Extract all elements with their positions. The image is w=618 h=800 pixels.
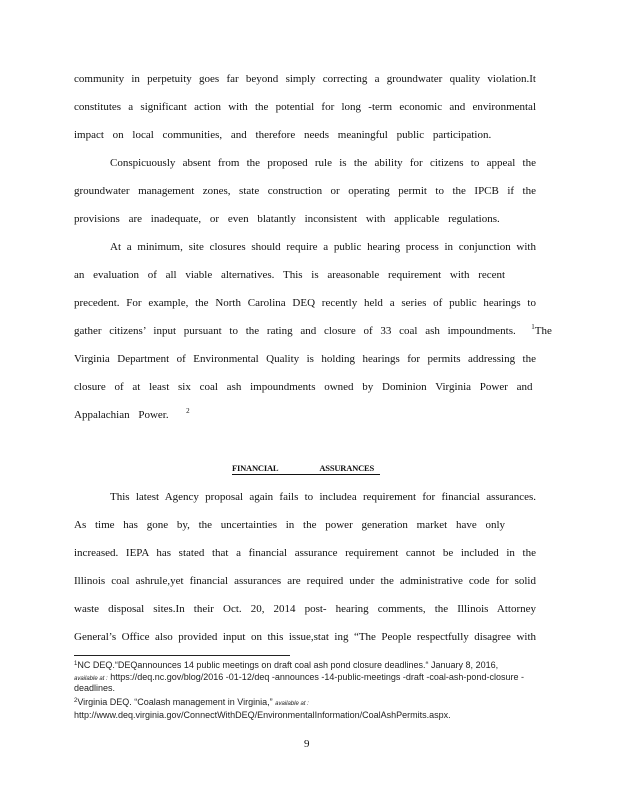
footnote-1-link-line	[74, 672, 524, 685]
body-line: Virginia Department of Environmental Quality is holding hearings for permits addressing the	[74, 353, 536, 365]
body-line: increased. IEPA has stated that a financial assurance requirement cannot be included in the	[74, 547, 536, 559]
footnote-number: 2	[74, 698, 78, 704]
body-line: an evaluation of all viable alternatives. This is areasonable requirement with recent	[74, 269, 506, 281]
body-line: community in perpetuity goes far beyond simply correcting a groundwater quality violation.It	[74, 73, 536, 85]
body-line: provisions are inadequate, or even blatantly inconsistent with applicable regulations.	[74, 213, 500, 225]
footnote-1-tail: deadlines.	[74, 683, 116, 693]
footnote-link[interactable]: https://deq.nc.gov/blog/2016 -01-12/deq -announces -14-public-meetings -draft -coal-ash-pond-closure -	[110, 672, 524, 682]
body-line	[74, 323, 552, 338]
body-line: impact on local communities, and therefore needs meaningful public participation.	[74, 129, 492, 141]
body-line: This latest Agency proposal again fails to includea requirement for financial assurances.	[110, 491, 536, 503]
body-text: gather citizens’ input pursuant to the rating and closure of 33 coal ash impoundments.	[74, 325, 516, 337]
footnote-2-link[interactable]: http://www.deq.virginia.gov/ConnectWithDEQ/EnvironmentalInformation/CoalAshPermits.aspx.	[74, 710, 451, 720]
body-line: Conspicuously absent from the proposed rule is the ability for citizens to appeal the	[110, 157, 536, 169]
footnote-available: available at :	[74, 676, 108, 682]
body-line: groundwater management zones, state construction or operating permit to the IPCB if the	[74, 185, 536, 197]
footnote-available: available at :	[275, 701, 309, 707]
body-line: At a minimum, site closures should require a public hearing process in conjunction with	[110, 241, 536, 253]
footnote-ref-2[interactable]: 2	[186, 407, 190, 415]
footnote-ref-1[interactable]: 1	[531, 323, 535, 331]
footnote-number: 1	[74, 661, 78, 667]
body-line: As time has gone by, the uncertainties in the power generation market have only	[74, 519, 506, 531]
footnote-1	[74, 660, 498, 671]
body-line: precedent. For example, the North Carolina DEQ recently held a series of public hearings to	[74, 297, 536, 309]
body-line: closure of at least six coal ash impoundments owned by Dominion Virginia Power and	[74, 381, 533, 393]
footnote-separator	[74, 655, 290, 656]
body-text: The	[534, 325, 552, 337]
body-line	[74, 408, 536, 422]
body-line: Illinois coal ashrule,yet financial assurances are required under the administrative code for solid	[74, 575, 536, 587]
footnote-text: NC DEQ.“DEQannounces 14 public meetings on draft coal ash pond closure deadlines.“ January 8, 2016,	[77, 660, 499, 670]
body-line: General’s Office also provided input on this issue,stat ing “The People respectfully disagree with	[74, 631, 536, 643]
footnote-text: Virginia DEQ. “Coalash management in Virginia,”	[77, 697, 273, 707]
body-line: constitutes a significant action with the potential for long -term economic and environmental	[74, 101, 536, 113]
section-heading: FINANCIAL ASSURANCES	[232, 463, 380, 475]
page-number: 9	[304, 738, 310, 750]
footnote-2	[74, 697, 309, 710]
body-line: waste disposal sites.In their Oct. 20, 2014 post- hearing comments, the Illinois Attorney	[74, 603, 536, 615]
body-text: Appalachian Power.	[74, 409, 169, 421]
